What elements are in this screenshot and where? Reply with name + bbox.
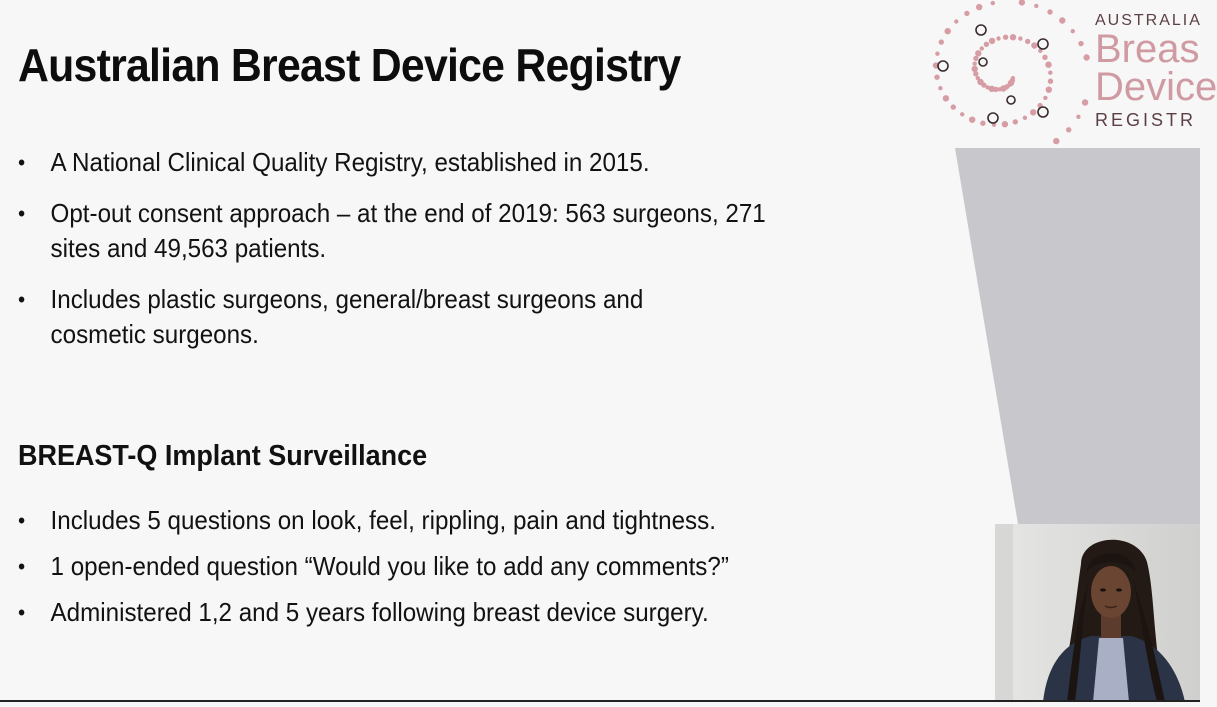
slide-bottom-border: [0, 700, 1200, 702]
logo-dot: [945, 28, 951, 34]
logo-dot: [1047, 9, 1052, 14]
bullet-list-top: [18, 145, 898, 368]
presenter-video-thumbnail: [995, 524, 1200, 702]
bullet-item: • Administered 1,2 and 5 years following breast device surgery.: [18, 595, 836, 630]
logo-dot: [1053, 138, 1059, 144]
webcam-video-feed: [995, 524, 1200, 702]
bullet-item: • Opt-out consent approach – at the end of 2019: 563 surgeons, 271 sites and 49,563 patients.: [18, 196, 836, 266]
logo-dot: [1018, 36, 1022, 40]
logo-dot: [1045, 61, 1051, 67]
logo-dot: [1002, 121, 1008, 127]
logo-dot: [973, 56, 978, 61]
bullet-item: • Includes 5 questions on look, feel, rippling, pain and tightness.: [18, 503, 836, 538]
section-subheading: BREAST-Q Implant Surveillance: [18, 440, 428, 472]
logo-dot: [1013, 119, 1018, 124]
logo-dot: [1030, 109, 1036, 115]
logo-dot: [976, 4, 982, 10]
logo-dot: [1025, 39, 1030, 44]
logo-dot: [954, 19, 958, 23]
logo-dot: [951, 104, 956, 109]
logo-dot: [991, 1, 995, 5]
logo-dot: [1048, 71, 1052, 75]
logo-dot: [960, 112, 964, 116]
logo-dot: [943, 95, 949, 101]
logo-dot: [1071, 29, 1075, 33]
logo-dot: [989, 38, 995, 44]
logo-line-australia: AUSTRALIA: [1095, 12, 1202, 29]
logo-line-registry: REGISTR: [1095, 110, 1197, 130]
logo-dot: [1031, 42, 1037, 48]
logo-dot: [973, 62, 977, 66]
logo-line-device: Device: [1095, 65, 1217, 109]
logo-dot: [1034, 4, 1038, 8]
logo-dot: [964, 11, 969, 16]
logo-dot: [972, 66, 978, 72]
logo-dot: [975, 50, 981, 56]
bullet-item: • A National Clinical Quality Registry, established in 2015.: [18, 145, 836, 180]
logo-dot: [938, 86, 942, 90]
logo-dot: [939, 39, 944, 44]
bullet-item: • 1 open-ended question “Would you like to add any comments?”: [18, 549, 836, 584]
logo-dot: [1076, 115, 1080, 119]
logo-dot: [1046, 87, 1052, 93]
logo-dot: [996, 36, 1000, 40]
logo-dot: [980, 121, 985, 126]
dotted-spiral-logo-icon: [925, 0, 1090, 148]
logo-dot: [1048, 79, 1053, 84]
registry-logo: [925, 0, 1217, 148]
logo-dot: [1010, 34, 1016, 40]
bullet-list-bottom: [18, 503, 898, 641]
logo-dot: [1023, 116, 1027, 120]
logo-dot: [980, 46, 984, 50]
logo-dot: [1066, 127, 1071, 132]
logo-dot: [984, 42, 989, 47]
bullet-item: • Includes plastic surgeons, general/breast surgeons and cosmetic surgeons.: [18, 282, 836, 352]
logo-dot: [934, 75, 939, 80]
logo-dot: [1082, 99, 1088, 105]
slide-title: Australian Breast Device Registry: [18, 39, 681, 91]
logo-dot: [1042, 55, 1047, 60]
logo-wordmark: [1095, 12, 1217, 131]
logo-dot: [1019, 0, 1025, 6]
logo-dot: [1083, 54, 1089, 60]
logo-dot: [1003, 35, 1008, 40]
logo-dot: [1043, 96, 1047, 100]
logo-dot: [976, 76, 980, 80]
logo-dot: [1059, 17, 1065, 23]
logo-line-breast: Breas: [1095, 27, 1200, 71]
logo-dot: [935, 52, 939, 56]
logo-dot: [969, 117, 975, 123]
logo-dot: [1078, 41, 1083, 46]
